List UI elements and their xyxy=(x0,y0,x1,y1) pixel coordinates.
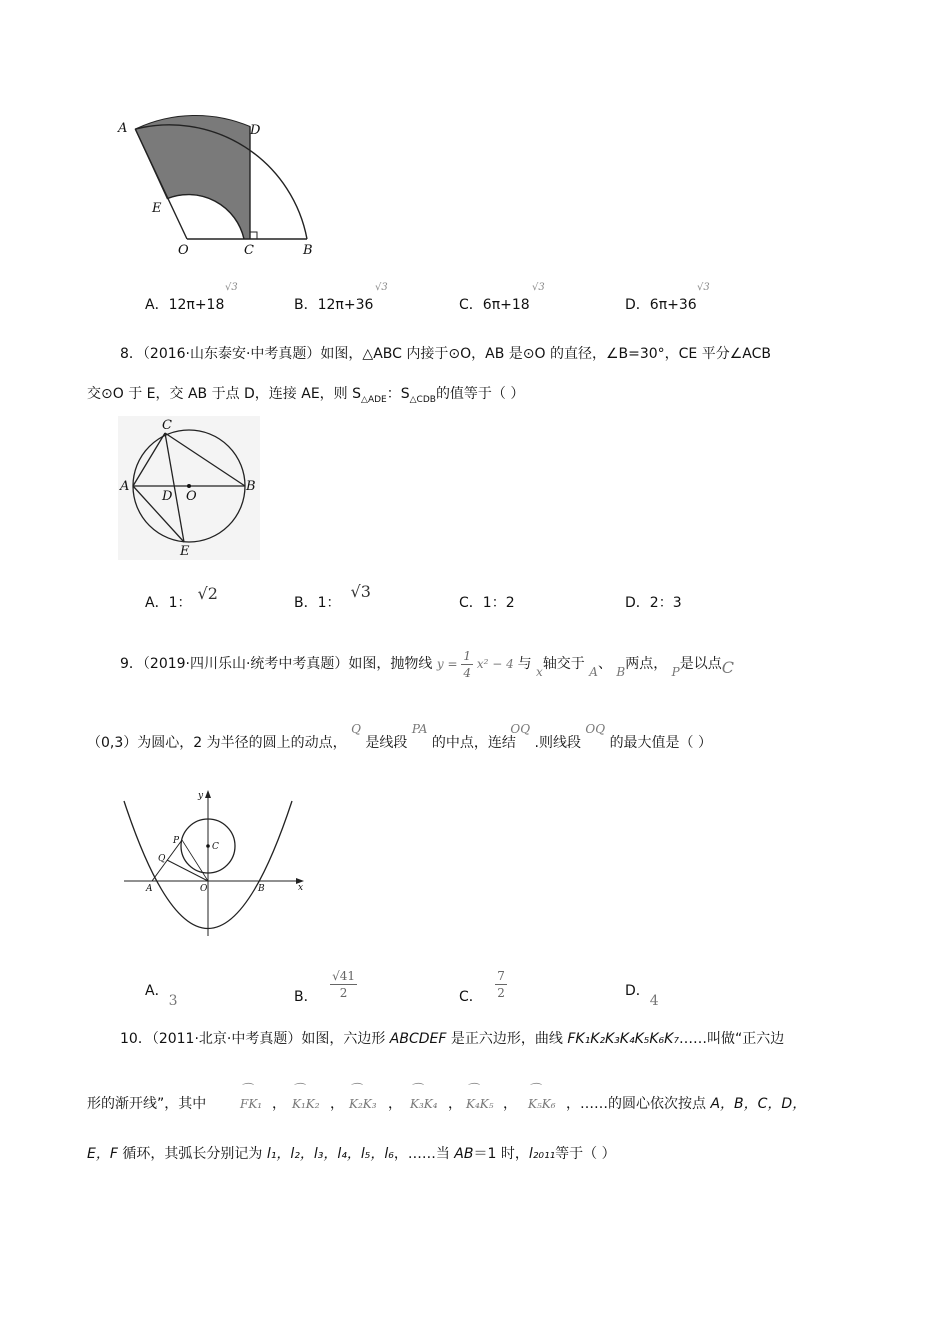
label-D: D xyxy=(162,489,173,504)
q8-stem-line1: 8．（2016·山东泰安·中考真题）如图，△ABC 内接于⊙O，AB 是⊙O 的直径，∠B=30°，CE 平分∠ACB xyxy=(120,346,771,362)
q7-option-d-sqrt: √3 xyxy=(697,282,710,293)
q8-option-d[interactable]: D．2：3 xyxy=(625,595,682,611)
arc-2: ⌒ K₁K₂ xyxy=(292,1082,320,1111)
q7-option-b[interactable]: B．12π+36 xyxy=(294,297,374,313)
label-E: E xyxy=(180,544,190,559)
shaded-region xyxy=(135,115,250,239)
label-P: P xyxy=(173,836,180,846)
center-C-dot xyxy=(206,844,210,848)
label-C: C xyxy=(244,243,254,257)
arc-4: ⌒ K₃K₄ xyxy=(410,1082,438,1111)
circle-figure xyxy=(118,416,260,560)
q9-option-b[interactable]: B． $\frac{√41}{2}$ xyxy=(294,969,355,1005)
q7-option-a[interactable]: A．12π+18 xyxy=(145,297,225,313)
arc-6: ⌒ K₅K₆ xyxy=(528,1082,556,1111)
q8-option-c[interactable]: C．1：2 xyxy=(459,595,515,611)
label-x: x xyxy=(298,883,304,893)
q9-stem-line2: （0,3）为圆心，2 为半径的圆上的动点， Q 是线段 PA 的中点，连结 OQ .则线段 OQ 的最大值是（ ） xyxy=(87,722,713,751)
label-E: E xyxy=(152,201,162,216)
arc-1: ⌒ FK₁ xyxy=(240,1082,263,1111)
q8-option-a[interactable]: A．1： √2 xyxy=(145,584,218,611)
q10-stem-line3: E，F 循环，其弧长分别记为 l₁，l₂，l₃，l₄，l₅，l₆，……当 AB＝1 时，l₂₀₁₁等于（ ） xyxy=(87,1146,616,1162)
q7-option-c-sqrt: √3 xyxy=(532,282,545,293)
q8-stem-line2: 交⊙O 于 E，交 AB 于点 D，连接 AE，则 $S_{\triangle ADE}$：$S_{\triangle CDB}$的值等于（ ） xyxy=(87,386,525,405)
q9-option-d[interactable]: D．4 xyxy=(625,983,659,1009)
q7-option-c[interactable]: C．6π+18 xyxy=(459,297,530,313)
label-B: B xyxy=(303,243,313,257)
q9-stem-line1: 9．（2019·四川乐山·统考中考真题）如图，抛物线 y = $\frac{1}{4}$ x² − 4 与 x轴交于 A、 B两点， P是以点C xyxy=(120,649,734,680)
y-axis-arrow xyxy=(205,790,211,798)
sector-figure xyxy=(110,112,335,257)
arc-5: ⌒ K₄K₅ xyxy=(466,1082,494,1111)
q10-stem-line2-end: ，……的圆心依次按点 A，B，C，D， xyxy=(566,1096,807,1112)
label-O: O xyxy=(178,243,189,257)
label-C: C xyxy=(212,842,219,852)
parabola-equation: y = $\frac{1}{4}$ x² − 4 xyxy=(436,649,514,680)
q7-option-a-sqrt: √3 xyxy=(225,282,238,293)
q7-option-b-sqrt: √3 xyxy=(375,282,388,293)
q9-option-a[interactable]: A．3 xyxy=(145,983,178,1009)
q10-stem-line1: 10．（2011·北京·中考真题）如图，六边形 ABCDEF 是正六边形，曲线 FK₁K₂K₃K₄K₅K₆K₇……叫做“正六边 xyxy=(120,1031,785,1047)
label-A: A xyxy=(120,479,130,494)
q8-option-b[interactable]: B．1：√3 xyxy=(294,582,371,611)
arc-3: ⌒ K₂K₃ xyxy=(349,1082,377,1111)
label-Q: Q xyxy=(158,854,166,864)
label-y: y xyxy=(198,791,204,801)
label-B: B xyxy=(246,479,256,494)
q9-option-c[interactable]: C． $\frac{7}{2}$ xyxy=(459,969,505,1005)
parabola-figure xyxy=(118,786,310,946)
label-A: A xyxy=(118,121,128,136)
label-C: C xyxy=(162,418,172,433)
label-D: D xyxy=(250,123,261,138)
label-O: O xyxy=(200,884,208,894)
label-B: B xyxy=(258,884,265,894)
label-A: A xyxy=(146,884,153,894)
q7-option-d[interactable]: D．6π+36 xyxy=(625,297,697,313)
q10-stem-line2: 形的渐开线”，其中 xyxy=(87,1096,207,1112)
label-O: O xyxy=(186,489,197,504)
center-dot xyxy=(187,484,191,488)
right-angle-mark xyxy=(250,232,257,239)
